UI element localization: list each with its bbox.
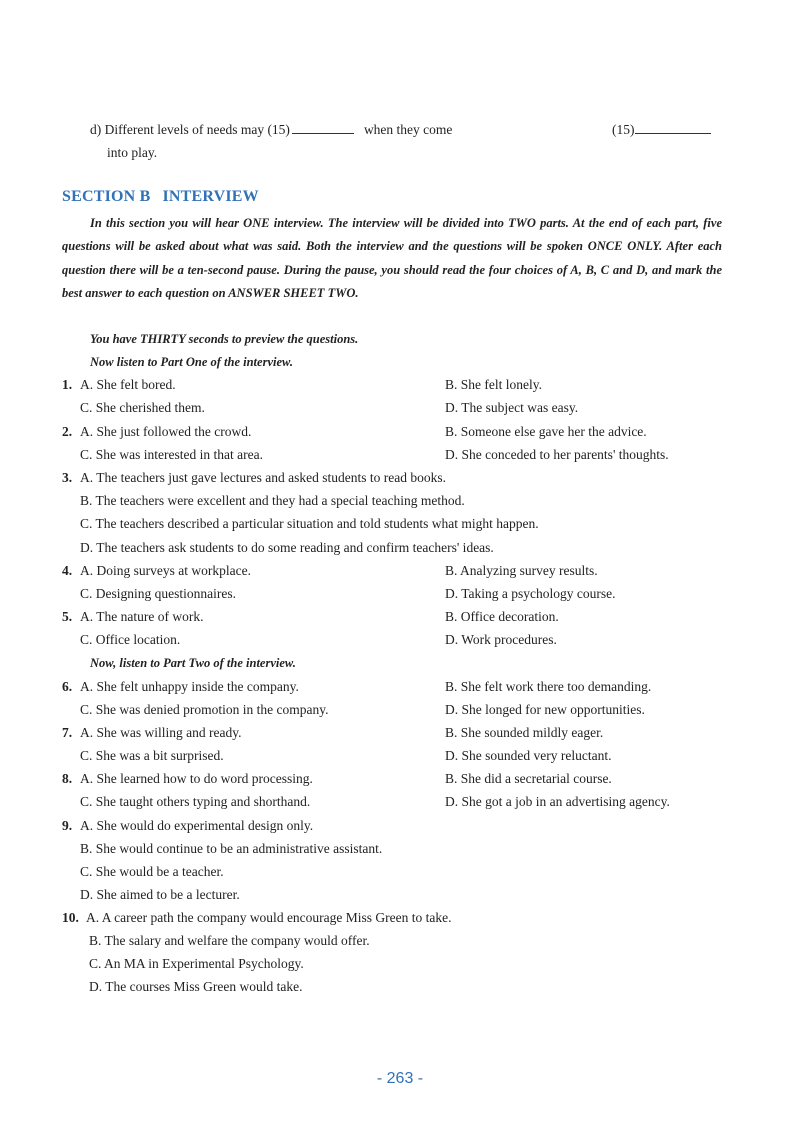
choice-c: C. She would be a teacher. (80, 864, 224, 879)
choice-d: D. She conceded to her parents' thoughts. (445, 447, 669, 462)
choice-c: C. The teachers described a particular situation and told students what might happen. (80, 516, 539, 531)
choice-d: D. Work procedures. (445, 632, 557, 647)
question-7: 7. A. She was willing and ready. B. She sounded mildly eager. (62, 725, 604, 740)
choice-b: B. The teachers were excellent and they had a special teaching method. (80, 493, 465, 508)
question-10-b (0, 933, 800, 956)
choice-b: B. Office decoration. (445, 609, 559, 624)
choice-a: A. She felt bored. (80, 377, 176, 392)
question-3: 3. A. The teachers just gave lectures and asked students to read books. (62, 470, 447, 485)
choice-a: A. A career path the company would encourage Miss Green to take. (86, 910, 452, 925)
question-6: 6. A. She felt unhappy inside the company. B. She felt work there too demanding. (62, 679, 652, 694)
part-two-instruction: Now, listen to Part Two of the interview. (90, 656, 296, 670)
question-1-cd (0, 400, 800, 423)
part-one-instruction: Now listen to Part One of the interview. (90, 355, 294, 369)
choice-b: B. She did a secretarial course. (445, 771, 612, 786)
question-6-cd (0, 702, 800, 725)
section-title: SECTION B INTERVIEW (62, 188, 259, 205)
choice-c: C. Office location. (80, 632, 181, 647)
answer-blank-15 (635, 121, 711, 134)
choice-b: B. The salary and welfare the company would offer. (89, 933, 370, 948)
choice-c: C. An MA in Experimental Psychology. (89, 956, 304, 971)
choice-b: B. She felt work there too demanding. (445, 679, 652, 694)
choice-c: C. Designing questionnaires. (80, 586, 236, 601)
choice-b: B. Analyzing survey results. (445, 563, 598, 578)
choice-a: A. Doing surveys at workplace. (80, 563, 251, 578)
choice-d: D. The courses Miss Green would take. (89, 979, 303, 994)
question-2-cd (0, 447, 800, 470)
question-10-d (0, 979, 800, 1002)
choice-a: A. She learned how to do word processing. (80, 771, 313, 786)
item-d-line1: d) Different levels of needs may (15) when they come (90, 122, 453, 137)
answer-15: (15) (612, 121, 711, 139)
choice-a: A. She just followed the crowd. (80, 424, 252, 439)
question-9-d (0, 887, 800, 910)
question-8: 8. A. She learned how to do word processing. B. She did a secretarial course. (62, 771, 612, 786)
choice-c: C. She cherished them. (80, 400, 205, 415)
question-1: 1. A. She felt bored. B. She felt lonely. (62, 377, 542, 392)
question-3-d (0, 540, 800, 563)
question-2: 2. A. She just followed the crowd. B. Someone else gave her the advice. (62, 424, 647, 439)
choice-c: C. She was interested in that area. (80, 447, 263, 462)
choice-d: D. The subject was easy. (445, 400, 579, 415)
choice-d: D. She sounded very reluctant. (445, 748, 612, 763)
choice-d: D. She aimed to be a lecturer. (80, 887, 240, 902)
preview-instruction: You have THIRTY seconds to preview the questions. (90, 332, 359, 346)
question-3-b (0, 493, 800, 516)
question-5-cd (0, 632, 800, 655)
choice-b: B. She sounded mildly eager. (445, 725, 604, 740)
choice-b: B. She felt lonely. (445, 377, 542, 392)
item-d-line2: into play. (107, 145, 158, 160)
choice-a: A. The teachers just gave lectures and asked students to read books. (80, 470, 447, 485)
question-9: 9. A. She would do experimental design only. (62, 818, 314, 833)
choice-a: A. She would do experimental design only. (80, 818, 314, 833)
question-3-c (0, 516, 800, 539)
question-8-cd (0, 794, 800, 817)
choice-c: C. She was denied promotion in the company. (80, 702, 329, 717)
choice-c: C. She taught others typing and shorthand. (80, 794, 311, 809)
question-4: 4. A. Doing surveys at workplace. B. Analyzing survey results. (62, 563, 598, 578)
question-5: 5. A. The nature of work. B. Office decoration. (62, 609, 559, 624)
question-7-cd (0, 748, 800, 771)
question-10: 10. A. A career path the company would encourage Miss Green to take. (62, 910, 452, 925)
choice-d: D. She got a job in an advertising agency. (445, 794, 670, 809)
choice-d: D. She longed for new opportunities. (445, 702, 645, 717)
question-10-c (0, 956, 800, 979)
blank-15 (292, 121, 354, 134)
choice-d: D. The teachers ask students to do some reading and confirm teachers' ideas. (80, 540, 494, 555)
page-number: - 263 - (376, 1070, 424, 1087)
question-9-b (0, 841, 800, 864)
choice-a: A. She felt unhappy inside the company. (80, 679, 299, 694)
question-9-c (0, 864, 800, 887)
choice-c: C. She was a bit surprised. (80, 748, 224, 763)
choice-b: B. Someone else gave her the advice. (445, 424, 647, 439)
choice-d: D. Taking a psychology course. (445, 586, 616, 601)
section-instructions: In this section you will hear ONE interview. The interview will be divided into TWO parts. At the end of each part, five questions will be asked about what was said. Both the interview and the questions will be spoken ONCE ONLY. After each question there will be a ten-second pause. During the pause, you should read the four choices of A, B, C and D, and mark the best answer to each question on ANSWER SHEET TWO. (62, 216, 722, 301)
choice-b: B. She would continue to be an administrative assistant. (80, 841, 383, 856)
question-4-cd (0, 586, 800, 609)
choice-a: A. She was willing and ready. (80, 725, 242, 740)
choice-a: A. The nature of work. (80, 609, 204, 624)
